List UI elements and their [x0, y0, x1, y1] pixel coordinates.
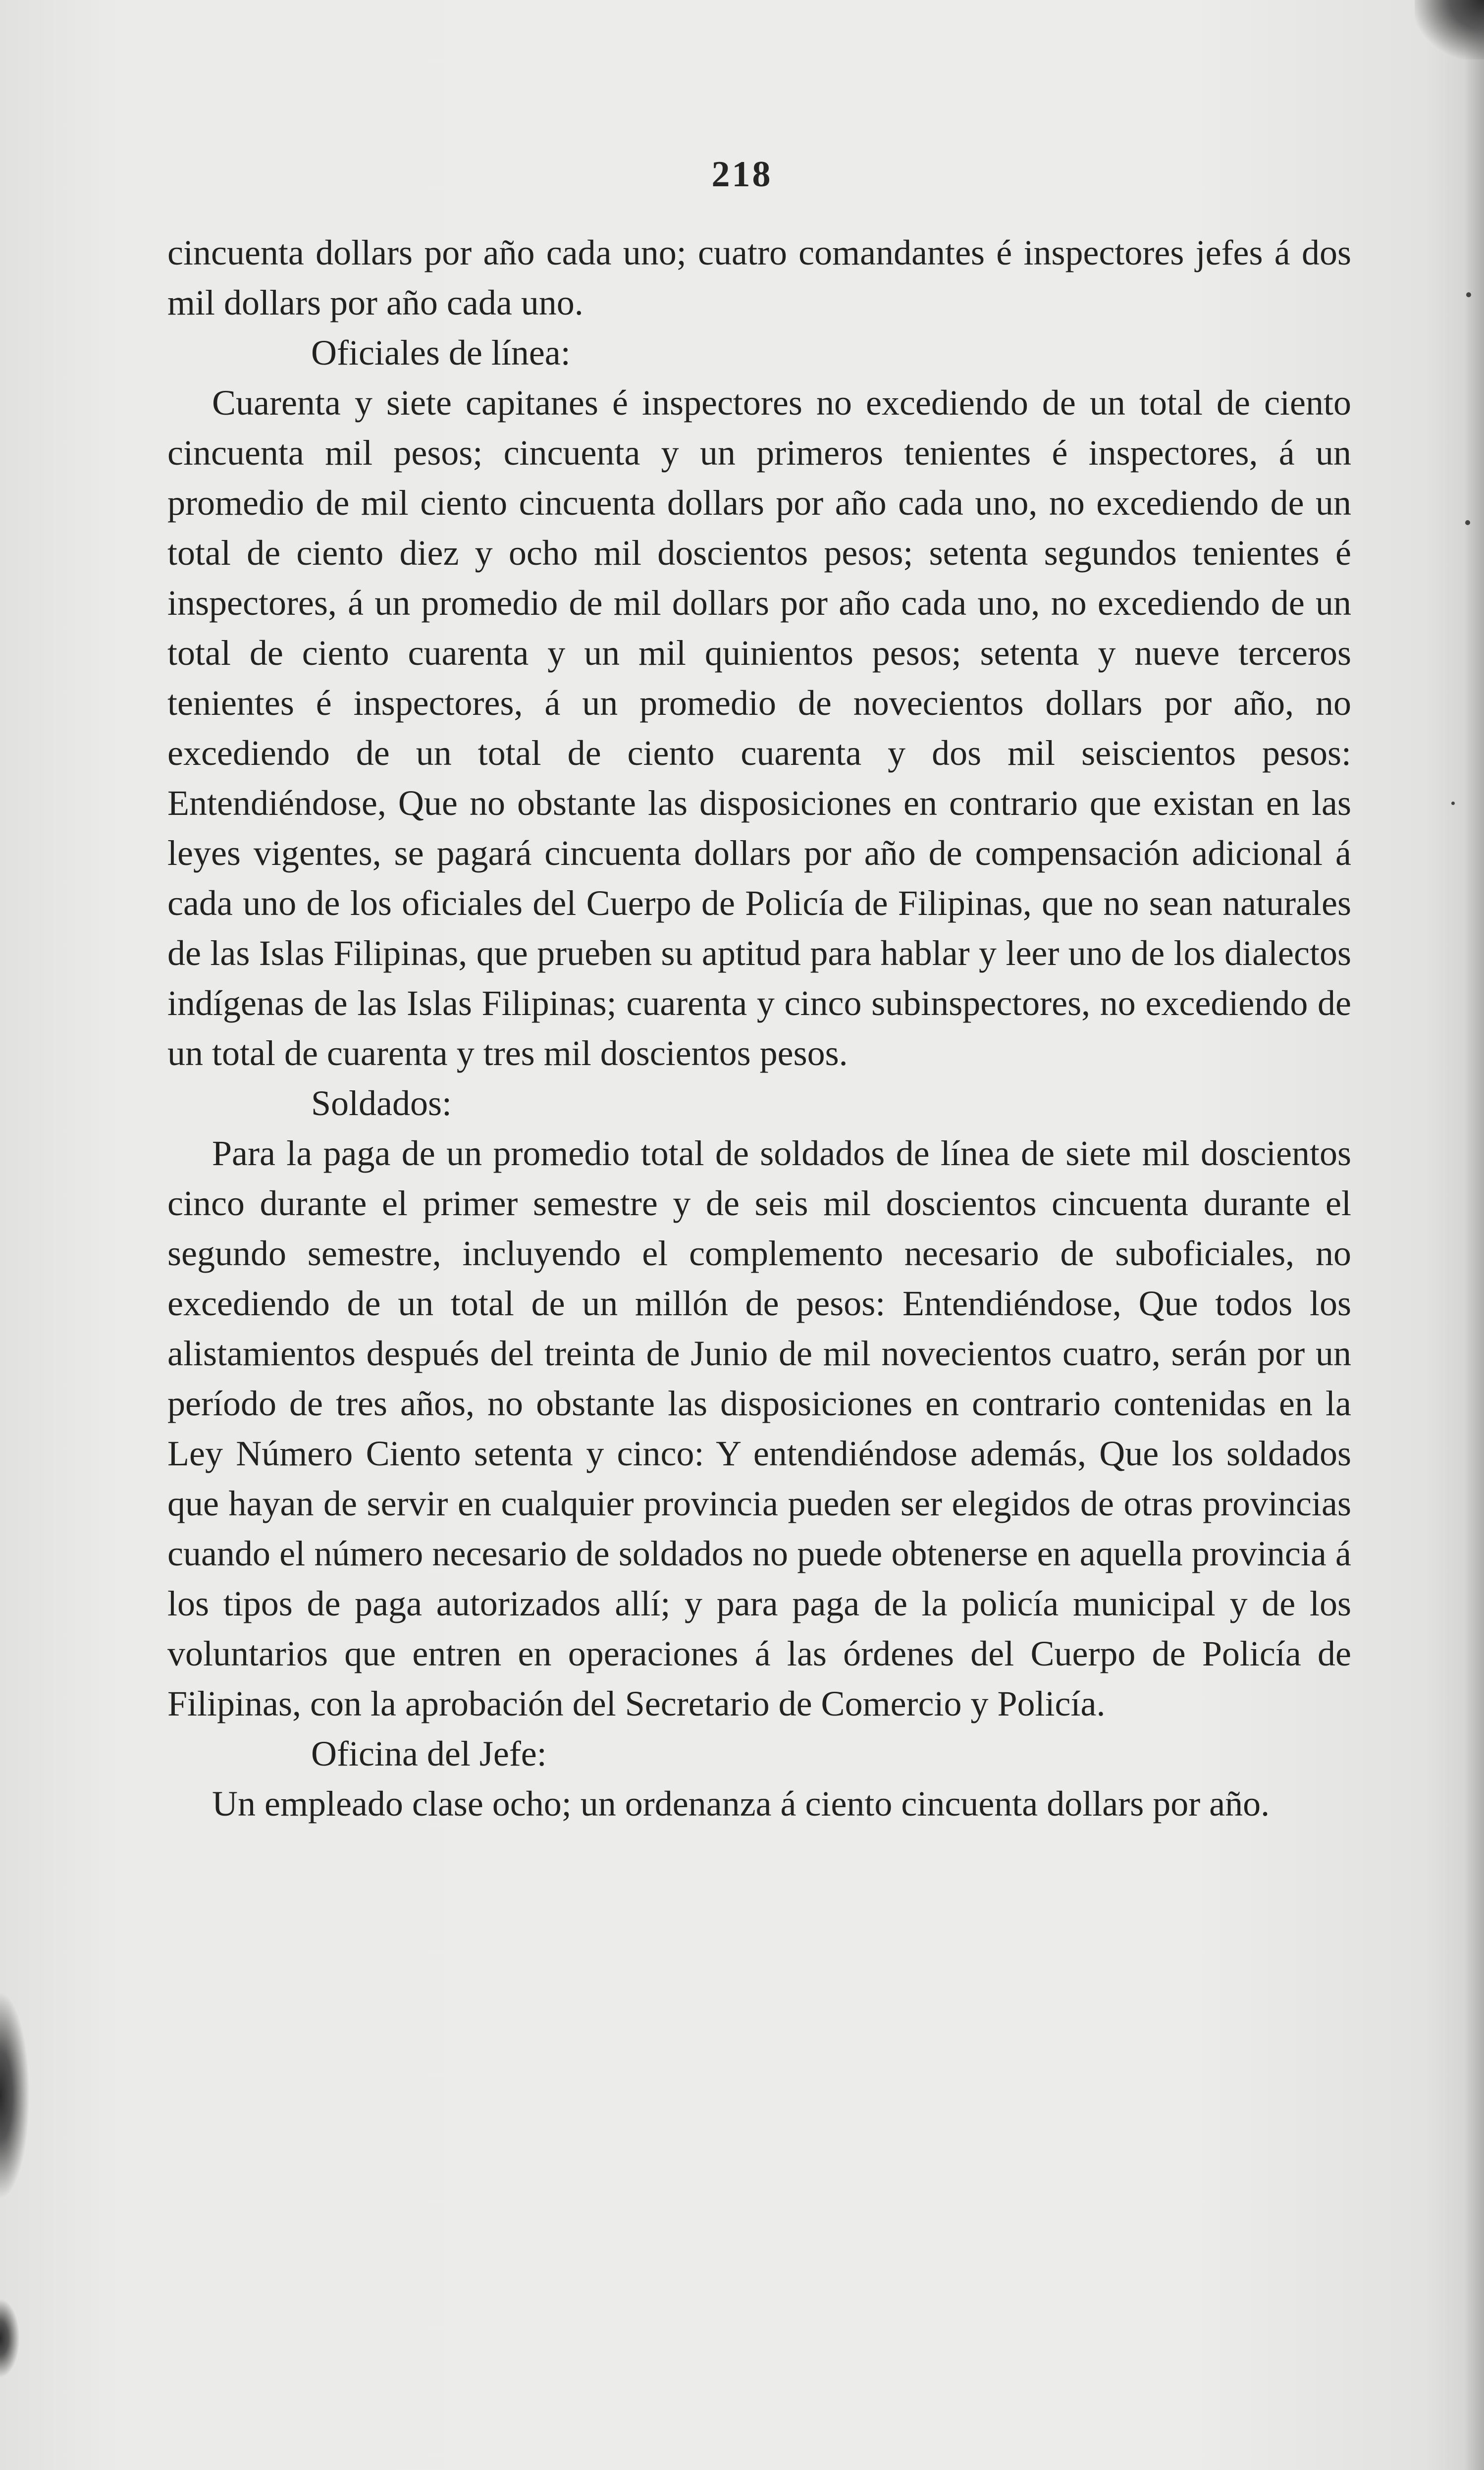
speck-mark — [1451, 802, 1455, 805]
section-heading: Soldados: — [311, 1083, 452, 1123]
speck-mark — [1465, 520, 1470, 525]
speck-mark — [1466, 292, 1471, 297]
corner-shadow — [1415, 0, 1484, 59]
left-margin-smudge-small — [0, 2299, 20, 2378]
page-edge-shadow — [1464, 0, 1484, 2470]
paragraph: Para la paga de un promedio total de soldados de línea de siete mil doscientos cinco durante el primer semestre y de seis mil doscientos cincuenta durante el segundo semestre, incluyendo el complemento necesario de suboficiales, no excediendo de un total de un millón de pesos: Entendiéndose, Que todos los alistamientos después del treinta de Junio de mil novecientos cuatro, serán por un período de tres años, no obstante las disposiciones en contrario contenidas en la Ley Número Ciento setenta y cinco: Y entendiéndose además, Que los soldados que hayan de servir en cualquier provincia pueden ser elegidos de otras provincias cuando el número necesario de soldados no puede obtenerse en aquella provincia á los tipos de paga autorizados allí; y para paga de la policía municipal y de los voluntarios que entren en operaciones á las órdenes del Cuerpo de Policía de Filipinas, con la aprobación del Secretario de Comercio y Policía. — [167, 1133, 1351, 1723]
body-text — [167, 228, 1351, 1829]
paragraph: cincuenta dollars por año cada uno; cuatro comandantes é inspectores jefes á dos mil dollars por año cada uno. — [167, 233, 1351, 322]
left-margin-smudge — [0, 1991, 30, 2200]
section-heading: Oficina del Jefe: — [311, 1734, 547, 1773]
paragraph: Cuarenta y siete capitanes é inspectores no excediendo de un total de ciento cincuenta mil pesos; cincuenta y un primeros tenientes é inspectores, á un promedio de mil ciento cincuenta dollars por año cada uno, no excediendo de un total de ciento diez y ocho mil doscientos pesos; setenta segundos tenientes é inspectores, á un promedio de mil dollars por año cada uno, no excediendo de un total de ciento cuarenta y un mil quinientos pesos; setenta y nueve terceros tenientes é inspectores, á un promedio de novecientos dollars por año, no excediendo de un total de ciento cuarenta y dos mil seiscientos pesos: Entendiéndose, Que no obstante las disposiciones en contrario que existan en las leyes vigentes, se pagará cincuenta dollars por año de compensación adicional á cada uno de los oficiales del Cuerpo de Policía de Filipinas, que no sean naturales de las Islas Filipinas, que prueben su aptitud para hablar y leer uno de los dialectos indígenas de las Islas Filipinas; cuarenta y cinco subinspectores, no excediendo de un total de cuarenta y tres mil doscientos pesos. — [167, 383, 1351, 1073]
paragraph: Un empleado clase ocho; un ordenanza á ciento cincuenta dollars por año. — [212, 1784, 1270, 1824]
section-heading: Oficiales de línea: — [311, 333, 571, 373]
page-number: 218 — [711, 154, 773, 195]
